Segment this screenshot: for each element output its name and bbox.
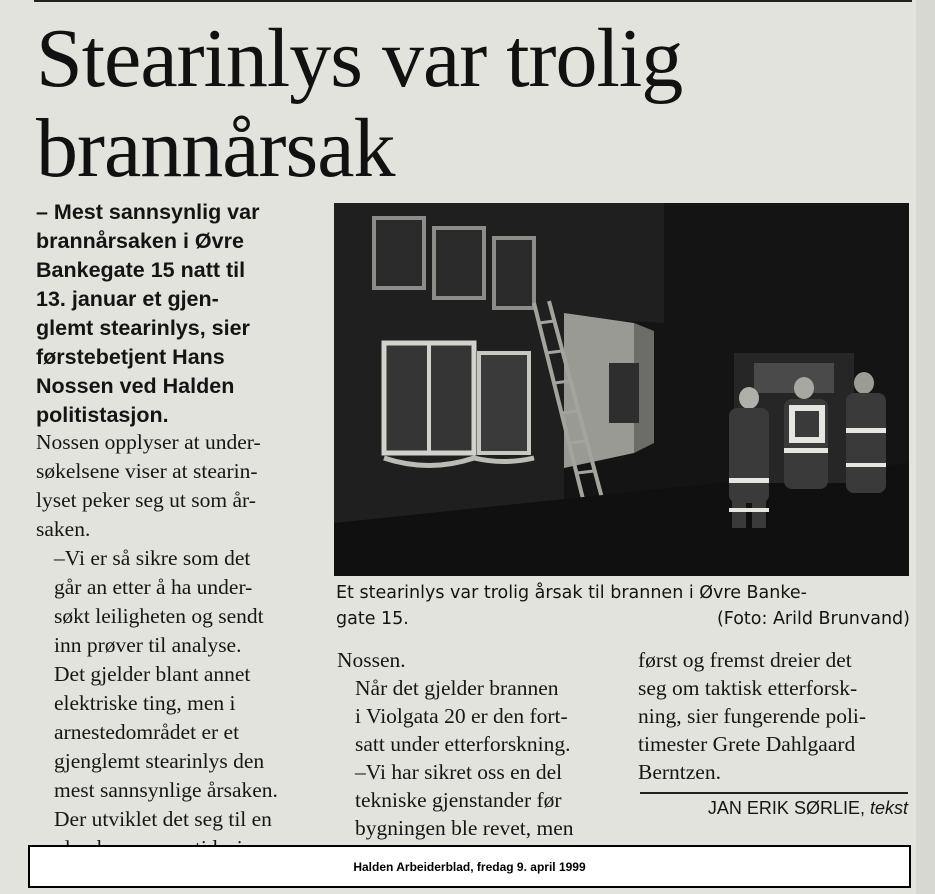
clipping-edge bbox=[916, 0, 935, 894]
body-column-3 bbox=[638, 646, 913, 786]
text-line: glemt stearinlys, sier bbox=[36, 316, 250, 340]
text-line: timester Grete Dahlgaard bbox=[638, 732, 856, 756]
body-paragraph bbox=[36, 428, 322, 544]
top-rule bbox=[34, 0, 912, 2]
text-line: inn prøver til analyse. bbox=[54, 633, 242, 657]
byline-rule bbox=[640, 792, 908, 794]
text-line: –Vi er så sikre som det bbox=[54, 546, 251, 570]
photo-illustration bbox=[334, 203, 909, 576]
text-line: Der utviklet det seg til en bbox=[54, 807, 272, 831]
text-line: lyset peker seg ut som år- bbox=[36, 488, 256, 512]
photo-caption bbox=[336, 580, 910, 632]
text-line: – Mest sannsynlig var bbox=[36, 200, 260, 224]
text-line: søkelsene viser at stearin- bbox=[36, 459, 258, 483]
byline-role: tekst bbox=[869, 798, 908, 818]
lead-paragraph bbox=[36, 198, 326, 430]
body-column-2 bbox=[337, 646, 612, 842]
source-footer bbox=[28, 845, 911, 888]
text-line: Nossen ved Halden bbox=[36, 374, 235, 398]
body-paragraph bbox=[36, 544, 322, 863]
body-paragraph bbox=[337, 646, 612, 674]
text-line: først og fremst dreier det bbox=[638, 648, 852, 672]
text-line: ning, sier fungerende poli- bbox=[638, 704, 867, 728]
caption-line bbox=[336, 606, 910, 632]
text-line: i Violgata 20 er den fort- bbox=[355, 704, 568, 728]
body-paragraph bbox=[337, 674, 612, 758]
text-line: bygningen ble revet, men bbox=[355, 816, 574, 840]
headline: Stearinlys var trolig brannårsak bbox=[36, 12, 683, 195]
body-column-1 bbox=[36, 428, 322, 863]
byline bbox=[640, 796, 908, 820]
text-line: Det gjelder blant annet bbox=[54, 662, 251, 686]
text-line: mest sannsynlige årsaken. bbox=[54, 778, 278, 802]
text-line: Når det gjelder brannen bbox=[355, 676, 559, 700]
text-line: seg om taktisk etterforsk- bbox=[638, 676, 858, 700]
text-line: saken. bbox=[36, 517, 91, 541]
text-line: går an etter å ha under- bbox=[54, 575, 253, 599]
text-line: Bankegate 15 natt til bbox=[36, 258, 246, 282]
text-line: søkt leiligheten og sendt bbox=[54, 604, 264, 628]
text-line: –Vi har sikret oss en del bbox=[355, 760, 563, 784]
text-line: førstebetjent Hans bbox=[36, 345, 225, 369]
byline-name: JAN ERIK SØRLIE, bbox=[707, 798, 865, 818]
photo-credit: (Foto: Arild Brunvand) bbox=[716, 609, 910, 629]
text-line: Nossen opplyser at under- bbox=[36, 430, 261, 454]
text-line: elektriske ting, men i bbox=[54, 691, 236, 715]
source-text: Halden Arbeiderblad, fredag 9. april 1999 bbox=[353, 859, 586, 874]
body-paragraph bbox=[638, 646, 913, 786]
text-line: 13. januar et gjen- bbox=[36, 287, 219, 311]
text-line: politistasjon. bbox=[36, 403, 169, 427]
text-line: satt under etterforskning. bbox=[355, 732, 571, 756]
text-line: tekniske gjenstander før bbox=[355, 788, 562, 812]
text-line: brannårsaken i Øvre bbox=[36, 229, 244, 253]
fire-scene-photo bbox=[334, 203, 909, 576]
text-line: arnestedområdet er et bbox=[54, 720, 240, 744]
text-line: Berntzen. bbox=[638, 760, 721, 784]
text-line: Nossen. bbox=[337, 648, 406, 672]
caption-line: Et stearinlys var trolig årsak til brannen i Øvre Banke- bbox=[336, 583, 807, 603]
text-line: gjenglemt stearinlys den bbox=[54, 749, 265, 773]
caption-text: gate 15. bbox=[336, 609, 409, 629]
body-paragraph bbox=[337, 758, 612, 842]
